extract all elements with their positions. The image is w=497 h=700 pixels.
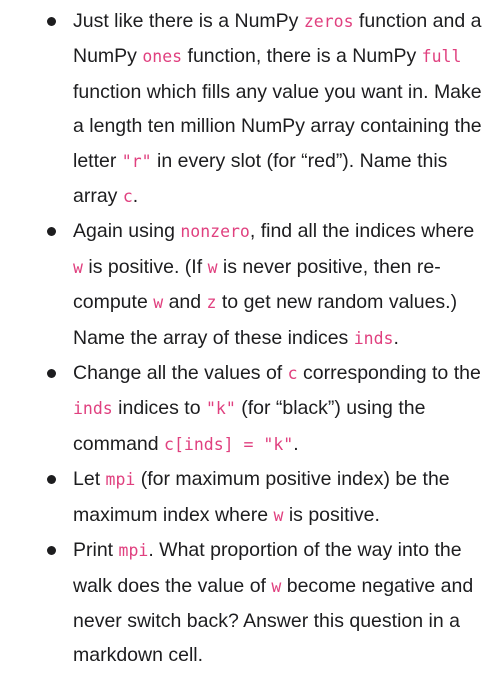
text-segment: and [163,291,207,314]
inline-code: w [207,257,218,277]
inline-code: mpi [118,541,149,561]
inline-code: nonzero [180,222,250,242]
inline-code: "k" [205,399,236,419]
inline-code: full [421,47,462,67]
text-segment: (for maximum positive index) be the maximum index where [73,468,450,526]
text-segment: function, there is a NumPy [182,45,422,68]
text-segment: . [293,432,299,455]
text-segment: . What proportion of the way into the walk does the value of [73,539,462,597]
list-item [0,462,483,533]
text-segment: to get new random values.) Name the array of these indices [73,291,458,349]
inline-code: ones [142,47,183,67]
text-segment: , find all the indices where [249,220,475,243]
text-segment: function which fills any value you want in. Make a length ten million NumPy array containing the letter [73,80,482,172]
text-segment: indices to [112,397,206,420]
inline-code: c [287,364,298,384]
list-item [0,356,483,462]
inline-code: zeros [303,12,354,31]
text-segment: Again using [73,220,181,243]
inline-code: inds [73,399,113,419]
inline-code: w [273,505,284,525]
text-segment: become negative and never switch back? Answer this question in a markdown cell. [73,574,474,667]
inline-code: w [271,576,282,596]
text-segment: in every slot (for “red”). Name this array [73,149,448,208]
text-segment: is positive. (If [82,255,208,278]
text-segment: Print [73,539,119,562]
list-item [0,214,483,356]
inline-code: w [153,293,164,313]
inline-code: inds [353,328,394,348]
inline-code: c[inds] = "k" [164,434,294,454]
bullet-dot [47,475,56,484]
text-segment: is positive. [283,503,380,526]
bullet-dot [47,227,56,236]
text-segment: Let [73,468,106,491]
instruction-list [0,4,483,673]
text-segment: . [132,185,139,208]
inline-code: c [122,187,133,207]
bullet-dot [47,546,56,555]
text-segment: Change all the values of [73,362,288,385]
inline-code: z [206,293,217,313]
text-segment: is never positive, then re-compute [73,255,441,314]
inline-code: "r" [121,151,152,171]
text-segment: . [393,326,399,349]
text-segment: function and a NumPy [73,10,482,68]
text-segment: (for “black”) using the command [73,397,426,455]
inline-code: mpi [105,470,136,490]
inline-code: w [73,257,83,277]
list-item [0,533,483,673]
bullet-dot [47,369,56,378]
bullet-dot [47,17,56,26]
list-item [0,4,483,214]
text-segment: corresponding to the [297,362,481,385]
text-segment: Just like there is a NumPy [73,10,304,32]
